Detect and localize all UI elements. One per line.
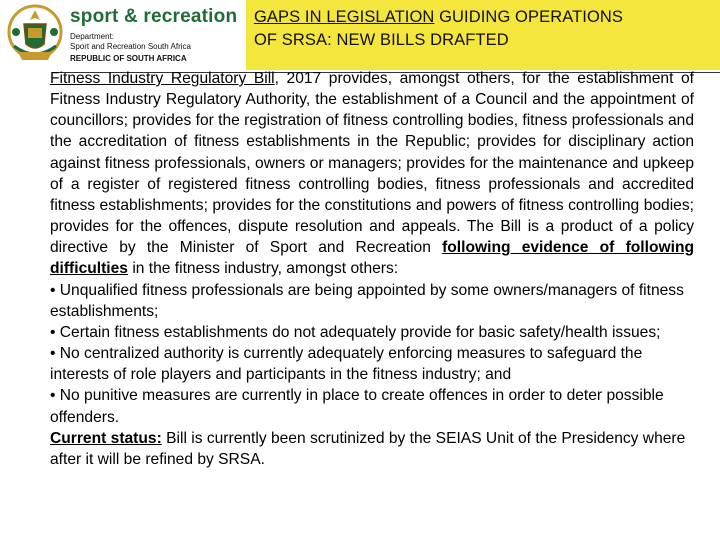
logo-country: REPUBLIC OF SOUTH AFRICA [70,54,187,63]
logo-title: sport & recreation [70,6,238,27]
intro-tail: in the fitness industry, amongst others: [127,260,399,278]
page-title-rest: GUIDING OPERATIONS [434,8,624,26]
status-paragraph [50,428,694,470]
bullet-item: • No centralized authority is currently adequately enforcing measures to safeguard the interests of role players and participants in the fitness industry; and [50,345,643,384]
title-banner [246,0,720,70]
logo-department [70,32,191,52]
logo [4,2,244,68]
department-line-2: Sport and Recreation South Africa [70,42,191,51]
bullet-item: • No punitive measures are currently in place to create offences in order to deter possible offenders. [50,387,664,426]
slide-body [50,68,694,470]
intro-paragraph [50,68,694,280]
department-line-1: Department: [70,32,115,41]
evidence-phrase: following evidence of following difficulties [50,239,694,278]
bullet-item: • Unqualified fitness professionals are being appointed by some owners/managers of fitness establishments; [50,281,684,320]
status-text: Bill is currently been scrutinized by the SEIAS Unit of the Presidency where after it will be refined by SRSA. [50,429,686,468]
coat-of-arms-icon [4,2,66,68]
page-title [254,6,710,52]
header [0,0,720,72]
intro-text: 2017 provides, amongst others, for the establishment of Fitness Industry Regulatory Authority, the establishment of a Council and the appointment of councillors; provides for the registration of fitness controlling bodies, fitness professionals and the accreditation of fitness establishments in the Republic; provides for disciplinary action against fitness professionals, owners or managers; provides for the maintenance and upkeep of a register of registered fitness controlling bodies, fitness professionals and accredited fitness establishments; provides for the constitutions and powers of fitness controlling bodies; provides for the offences, dispute resolution and appeals. The Bill is a product of a policy directive by the Minister of Sport and Recreation [50,70,695,257]
status-label: Current status: [50,429,162,447]
page-title-line-2: OF SRSA: NEW BILLS DRAFTED [254,31,509,49]
bill-name: Fitness Industry Regulatory Bill, [50,70,279,87]
bullet-item: • Certain fitness establishments do not adequately provide for basic safety/health issues; [50,323,661,341]
page-title-underlined: GAPS IN LEGISLATION [254,8,435,26]
